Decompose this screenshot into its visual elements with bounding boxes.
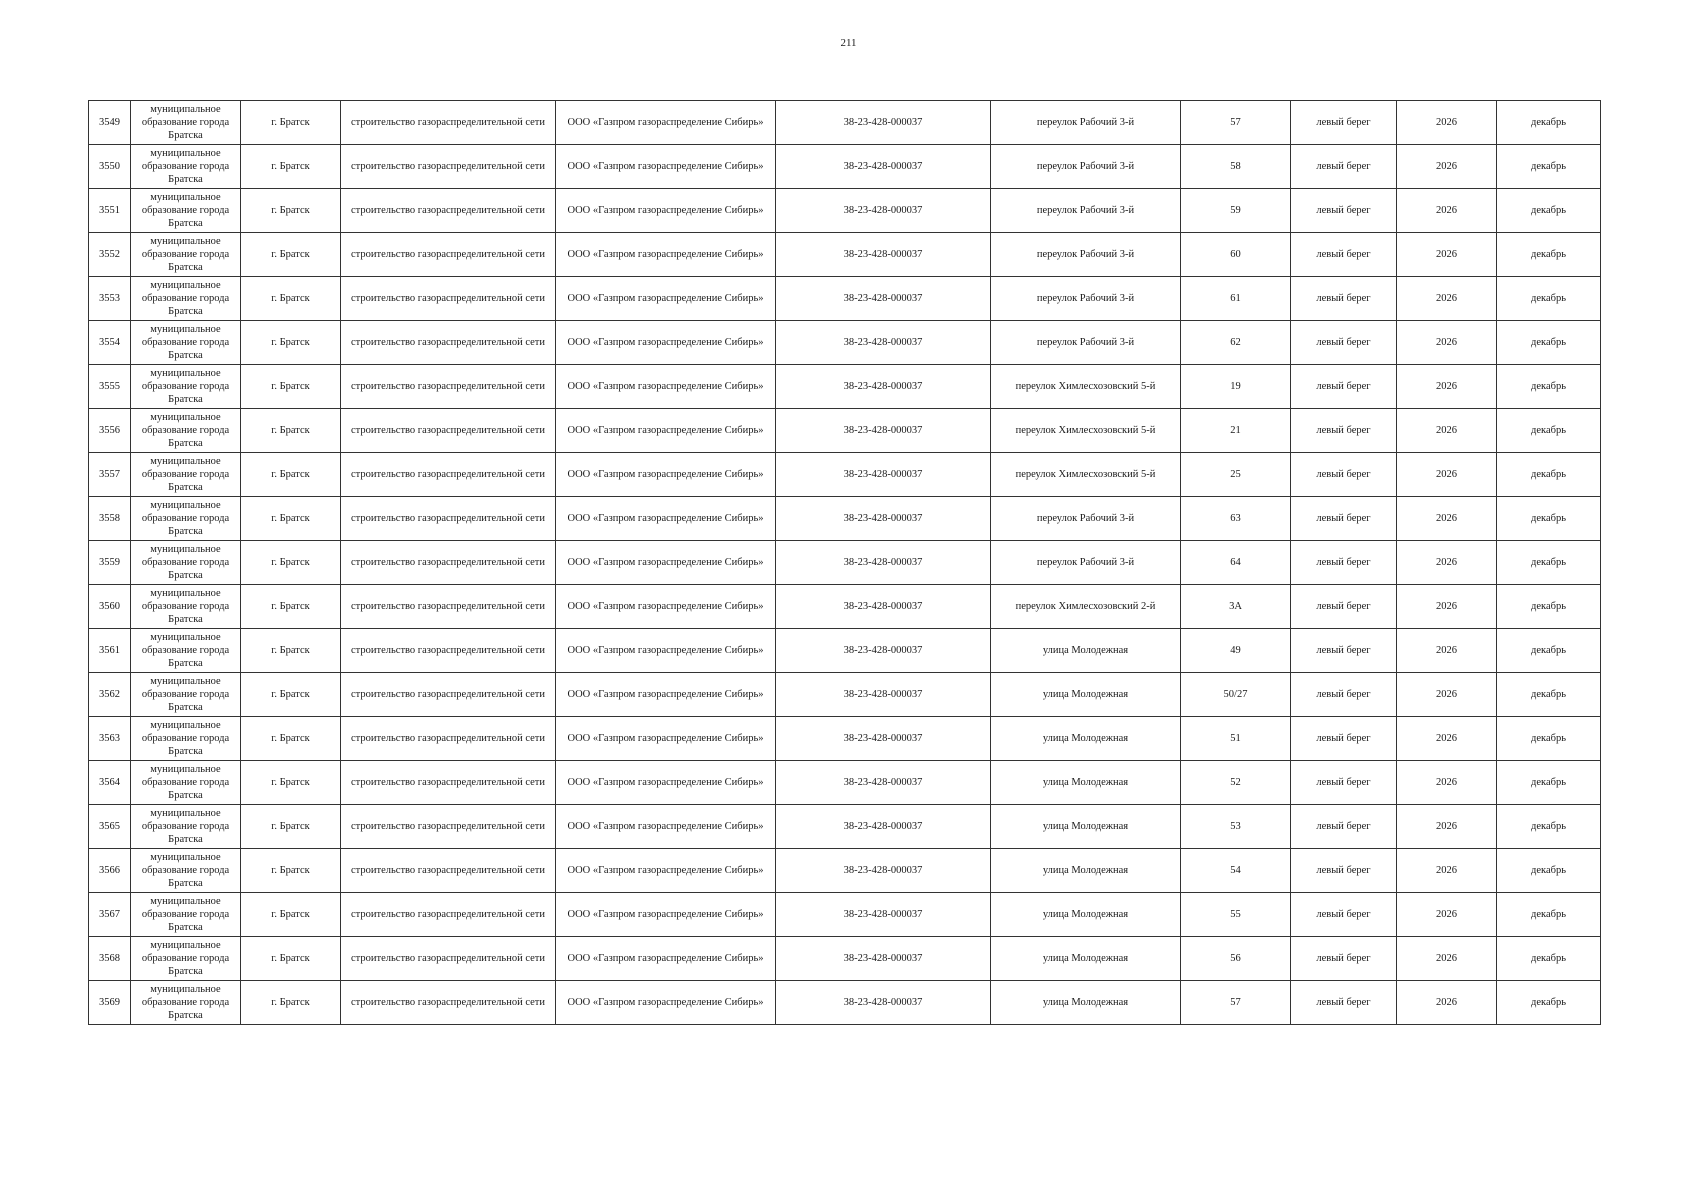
city-cell: г. Братск [241, 233, 341, 277]
city-cell: г. Братск [241, 629, 341, 673]
work-type-cell: строительство газораспределительной сети [341, 365, 556, 409]
row-number-cell: 3563 [89, 717, 131, 761]
house-number-cell: 58 [1181, 145, 1291, 189]
work-type-cell: строительство газораспределительной сети [341, 937, 556, 981]
year-cell: 2026 [1397, 629, 1497, 673]
object-code-cell: 38-23-428-000037 [776, 629, 991, 673]
street-cell: переулок Рабочий 3-й [991, 233, 1181, 277]
year-cell: 2026 [1397, 937, 1497, 981]
organization-cell: ООО «Газпром газораспределение Сибирь» [556, 189, 776, 233]
year-cell: 2026 [1397, 981, 1497, 1025]
object-code-cell: 38-23-428-000037 [776, 189, 991, 233]
house-number-cell: 61 [1181, 277, 1291, 321]
city-cell: г. Братск [241, 497, 341, 541]
city-cell: г. Братск [241, 893, 341, 937]
work-type-cell: строительство газораспределительной сети [341, 805, 556, 849]
city-cell: г. Братск [241, 365, 341, 409]
organization-cell: ООО «Газпром газораспределение Сибирь» [556, 805, 776, 849]
organization-cell: ООО «Газпром газораспределение Сибирь» [556, 497, 776, 541]
house-number-cell: 50/27 [1181, 673, 1291, 717]
house-number-cell: 52 [1181, 761, 1291, 805]
river-bank-cell: левый берег [1291, 145, 1397, 189]
row-number-cell: 3568 [89, 937, 131, 981]
year-cell: 2026 [1397, 189, 1497, 233]
table-row [89, 629, 1601, 673]
object-code-cell: 38-23-428-000037 [776, 145, 991, 189]
organization-cell: ООО «Газпром газораспределение Сибирь» [556, 981, 776, 1025]
table-row [89, 541, 1601, 585]
river-bank-cell: левый берег [1291, 497, 1397, 541]
city-cell: г. Братск [241, 717, 341, 761]
month-cell: декабрь [1497, 453, 1601, 497]
work-type-cell: строительство газораспределительной сети [341, 717, 556, 761]
house-number-cell: 3А [1181, 585, 1291, 629]
city-cell: г. Братск [241, 673, 341, 717]
year-cell: 2026 [1397, 145, 1497, 189]
house-number-cell: 55 [1181, 893, 1291, 937]
river-bank-cell: левый берег [1291, 805, 1397, 849]
organization-cell: ООО «Газпром газораспределение Сибирь» [556, 365, 776, 409]
municipality-cell: муниципальное образование города Братска [131, 541, 241, 585]
table-row [89, 717, 1601, 761]
river-bank-cell: левый берег [1291, 277, 1397, 321]
river-bank-cell: левый берег [1291, 233, 1397, 277]
street-cell: переулок Рабочий 3-й [991, 497, 1181, 541]
work-type-cell: строительство газораспределительной сети [341, 673, 556, 717]
table-row [89, 453, 1601, 497]
river-bank-cell: левый берег [1291, 937, 1397, 981]
organization-cell: ООО «Газпром газораспределение Сибирь» [556, 277, 776, 321]
river-bank-cell: левый берег [1291, 321, 1397, 365]
street-cell: переулок Химлесхозовский 5-й [991, 365, 1181, 409]
city-cell: г. Братск [241, 981, 341, 1025]
table-body [89, 101, 1601, 1025]
work-type-cell: строительство газораспределительной сети [341, 233, 556, 277]
object-code-cell: 38-23-428-000037 [776, 365, 991, 409]
city-cell: г. Братск [241, 145, 341, 189]
house-number-cell: 54 [1181, 849, 1291, 893]
municipality-cell: муниципальное образование города Братска [131, 761, 241, 805]
table-row [89, 409, 1601, 453]
organization-cell: ООО «Газпром газораспределение Сибирь» [556, 717, 776, 761]
year-cell: 2026 [1397, 277, 1497, 321]
organization-cell: ООО «Газпром газораспределение Сибирь» [556, 233, 776, 277]
year-cell: 2026 [1397, 497, 1497, 541]
work-type-cell: строительство газораспределительной сети [341, 893, 556, 937]
city-cell: г. Братск [241, 937, 341, 981]
object-code-cell: 38-23-428-000037 [776, 673, 991, 717]
object-code-cell: 38-23-428-000037 [776, 321, 991, 365]
row-number-cell: 3564 [89, 761, 131, 805]
river-bank-cell: левый берег [1291, 893, 1397, 937]
river-bank-cell: левый берег [1291, 453, 1397, 497]
municipality-cell: муниципальное образование города Братска [131, 277, 241, 321]
year-cell: 2026 [1397, 321, 1497, 365]
house-number-cell: 56 [1181, 937, 1291, 981]
year-cell: 2026 [1397, 453, 1497, 497]
municipality-cell: муниципальное образование города Братска [131, 717, 241, 761]
organization-cell: ООО «Газпром газораспределение Сибирь» [556, 145, 776, 189]
house-number-cell: 57 [1181, 101, 1291, 145]
street-cell: переулок Рабочий 3-й [991, 189, 1181, 233]
object-code-cell: 38-23-428-000037 [776, 717, 991, 761]
river-bank-cell: левый берег [1291, 717, 1397, 761]
municipality-cell: муниципальное образование города Братска [131, 849, 241, 893]
municipality-cell: муниципальное образование города Братска [131, 145, 241, 189]
municipality-cell: муниципальное образование города Братска [131, 189, 241, 233]
row-number-cell: 3558 [89, 497, 131, 541]
work-type-cell: строительство газораспределительной сети [341, 453, 556, 497]
work-type-cell: строительство газораспределительной сети [341, 189, 556, 233]
table-row [89, 497, 1601, 541]
house-number-cell: 53 [1181, 805, 1291, 849]
house-number-cell: 21 [1181, 409, 1291, 453]
organization-cell: ООО «Газпром газораспределение Сибирь» [556, 585, 776, 629]
river-bank-cell: левый берег [1291, 629, 1397, 673]
month-cell: декабрь [1497, 717, 1601, 761]
house-number-cell: 60 [1181, 233, 1291, 277]
municipality-cell: муниципальное образование города Братска [131, 981, 241, 1025]
street-cell: переулок Химлесхозовский 5-й [991, 453, 1181, 497]
city-cell: г. Братск [241, 409, 341, 453]
row-number-cell: 3559 [89, 541, 131, 585]
row-number-cell: 3567 [89, 893, 131, 937]
street-cell: улица Молодежная [991, 673, 1181, 717]
row-number-cell: 3565 [89, 805, 131, 849]
table-row [89, 321, 1601, 365]
street-cell: переулок Химлесхозовский 2-й [991, 585, 1181, 629]
month-cell: декабрь [1497, 629, 1601, 673]
street-cell: переулок Рабочий 3-й [991, 101, 1181, 145]
work-type-cell: строительство газораспределительной сети [341, 541, 556, 585]
street-cell: улица Молодежная [991, 981, 1181, 1025]
object-code-cell: 38-23-428-000037 [776, 541, 991, 585]
row-number-cell: 3562 [89, 673, 131, 717]
municipality-cell: муниципальное образование города Братска [131, 497, 241, 541]
street-cell: улица Молодежная [991, 805, 1181, 849]
street-cell: улица Молодежная [991, 893, 1181, 937]
gasification-schedule-table [88, 100, 1601, 1025]
year-cell: 2026 [1397, 893, 1497, 937]
house-number-cell: 19 [1181, 365, 1291, 409]
city-cell: г. Братск [241, 849, 341, 893]
street-cell: улица Молодежная [991, 761, 1181, 805]
month-cell: декабрь [1497, 585, 1601, 629]
object-code-cell: 38-23-428-000037 [776, 101, 991, 145]
work-type-cell: строительство газораспределительной сети [341, 497, 556, 541]
work-type-cell: строительство газораспределительной сети [341, 761, 556, 805]
row-number-cell: 3551 [89, 189, 131, 233]
street-cell: улица Молодежная [991, 937, 1181, 981]
work-type-cell: строительство газораспределительной сети [341, 321, 556, 365]
organization-cell: ООО «Газпром газораспределение Сибирь» [556, 893, 776, 937]
object-code-cell: 38-23-428-000037 [776, 893, 991, 937]
year-cell: 2026 [1397, 365, 1497, 409]
year-cell: 2026 [1397, 585, 1497, 629]
city-cell: г. Братск [241, 453, 341, 497]
work-type-cell: строительство газораспределительной сети [341, 145, 556, 189]
month-cell: декабрь [1497, 321, 1601, 365]
year-cell: 2026 [1397, 101, 1497, 145]
organization-cell: ООО «Газпром газораспределение Сибирь» [556, 321, 776, 365]
street-cell: переулок Рабочий 3-й [991, 145, 1181, 189]
work-type-cell: строительство газораспределительной сети [341, 981, 556, 1025]
row-number-cell: 3557 [89, 453, 131, 497]
municipality-cell: муниципальное образование города Братска [131, 365, 241, 409]
organization-cell: ООО «Газпром газораспределение Сибирь» [556, 761, 776, 805]
work-type-cell: строительство газораспределительной сети [341, 849, 556, 893]
house-number-cell: 64 [1181, 541, 1291, 585]
city-cell: г. Братск [241, 805, 341, 849]
municipality-cell: муниципальное образование города Братска [131, 937, 241, 981]
municipality-cell: муниципальное образование города Братска [131, 321, 241, 365]
table-row [89, 365, 1601, 409]
organization-cell: ООО «Газпром газораспределение Сибирь» [556, 937, 776, 981]
city-cell: г. Братск [241, 189, 341, 233]
month-cell: декабрь [1497, 937, 1601, 981]
row-number-cell: 3556 [89, 409, 131, 453]
year-cell: 2026 [1397, 233, 1497, 277]
municipality-cell: муниципальное образование города Братска [131, 629, 241, 673]
table-row [89, 145, 1601, 189]
month-cell: декабрь [1497, 233, 1601, 277]
table-row [89, 277, 1601, 321]
river-bank-cell: левый берег [1291, 101, 1397, 145]
month-cell: декабрь [1497, 497, 1601, 541]
month-cell: декабрь [1497, 189, 1601, 233]
municipality-cell: муниципальное образование города Братска [131, 453, 241, 497]
work-type-cell: строительство газораспределительной сети [341, 629, 556, 673]
row-number-cell: 3554 [89, 321, 131, 365]
street-cell: улица Молодежная [991, 629, 1181, 673]
street-cell: переулок Рабочий 3-й [991, 277, 1181, 321]
table-row [89, 189, 1601, 233]
table-row [89, 761, 1601, 805]
city-cell: г. Братск [241, 541, 341, 585]
work-type-cell: строительство газораспределительной сети [341, 409, 556, 453]
house-number-cell: 25 [1181, 453, 1291, 497]
municipality-cell: муниципальное образование города Братска [131, 101, 241, 145]
river-bank-cell: левый берег [1291, 849, 1397, 893]
table-row [89, 893, 1601, 937]
city-cell: г. Братск [241, 277, 341, 321]
year-cell: 2026 [1397, 673, 1497, 717]
year-cell: 2026 [1397, 761, 1497, 805]
organization-cell: ООО «Газпром газораспределение Сибирь» [556, 629, 776, 673]
row-number-cell: 3550 [89, 145, 131, 189]
organization-cell: ООО «Газпром газораспределение Сибирь» [556, 673, 776, 717]
house-number-cell: 63 [1181, 497, 1291, 541]
row-number-cell: 3553 [89, 277, 131, 321]
month-cell: декабрь [1497, 849, 1601, 893]
month-cell: декабрь [1497, 365, 1601, 409]
street-cell: переулок Рабочий 3-й [991, 321, 1181, 365]
object-code-cell: 38-23-428-000037 [776, 585, 991, 629]
table-row [89, 585, 1601, 629]
row-number-cell: 3560 [89, 585, 131, 629]
municipality-cell: муниципальное образование города Братска [131, 673, 241, 717]
month-cell: декабрь [1497, 673, 1601, 717]
object-code-cell: 38-23-428-000037 [776, 277, 991, 321]
organization-cell: ООО «Газпром газораспределение Сибирь» [556, 541, 776, 585]
table-row [89, 233, 1601, 277]
object-code-cell: 38-23-428-000037 [776, 937, 991, 981]
municipality-cell: муниципальное образование города Братска [131, 233, 241, 277]
row-number-cell: 3555 [89, 365, 131, 409]
organization-cell: ООО «Газпром газораспределение Сибирь» [556, 849, 776, 893]
month-cell: декабрь [1497, 101, 1601, 145]
table-row [89, 937, 1601, 981]
house-number-cell: 49 [1181, 629, 1291, 673]
organization-cell: ООО «Газпром газораспределение Сибирь» [556, 409, 776, 453]
table-row [89, 101, 1601, 145]
river-bank-cell: левый берег [1291, 365, 1397, 409]
work-type-cell: строительство газораспределительной сети [341, 585, 556, 629]
house-number-cell: 59 [1181, 189, 1291, 233]
river-bank-cell: левый берег [1291, 761, 1397, 805]
object-code-cell: 38-23-428-000037 [776, 233, 991, 277]
year-cell: 2026 [1397, 805, 1497, 849]
month-cell: декабрь [1497, 893, 1601, 937]
city-cell: г. Братск [241, 761, 341, 805]
house-number-cell: 51 [1181, 717, 1291, 761]
house-number-cell: 57 [1181, 981, 1291, 1025]
municipality-cell: муниципальное образование города Братска [131, 409, 241, 453]
row-number-cell: 3549 [89, 101, 131, 145]
municipality-cell: муниципальное образование города Братска [131, 805, 241, 849]
month-cell: декабрь [1497, 277, 1601, 321]
row-number-cell: 3552 [89, 233, 131, 277]
row-number-cell: 3561 [89, 629, 131, 673]
table-row [89, 805, 1601, 849]
year-cell: 2026 [1397, 409, 1497, 453]
street-cell: переулок Рабочий 3-й [991, 541, 1181, 585]
river-bank-cell: левый берег [1291, 585, 1397, 629]
river-bank-cell: левый берег [1291, 981, 1397, 1025]
organization-cell: ООО «Газпром газораспределение Сибирь» [556, 453, 776, 497]
city-cell: г. Братск [241, 585, 341, 629]
page-number: 211 [840, 37, 857, 49]
street-cell: улица Молодежная [991, 849, 1181, 893]
object-code-cell: 38-23-428-000037 [776, 761, 991, 805]
month-cell: декабрь [1497, 805, 1601, 849]
month-cell: декабрь [1497, 541, 1601, 585]
table-row [89, 981, 1601, 1025]
river-bank-cell: левый берег [1291, 189, 1397, 233]
work-type-cell: строительство газораспределительной сети [341, 101, 556, 145]
river-bank-cell: левый берег [1291, 541, 1397, 585]
month-cell: декабрь [1497, 145, 1601, 189]
object-code-cell: 38-23-428-000037 [776, 453, 991, 497]
city-cell: г. Братск [241, 321, 341, 365]
month-cell: декабрь [1497, 761, 1601, 805]
row-number-cell: 3566 [89, 849, 131, 893]
municipality-cell: муниципальное образование города Братска [131, 585, 241, 629]
object-code-cell: 38-23-428-000037 [776, 409, 991, 453]
object-code-cell: 38-23-428-000037 [776, 849, 991, 893]
street-cell: переулок Химлесхозовский 5-й [991, 409, 1181, 453]
city-cell: г. Братск [241, 101, 341, 145]
row-number-cell: 3569 [89, 981, 131, 1025]
municipality-cell: муниципальное образование города Братска [131, 893, 241, 937]
year-cell: 2026 [1397, 717, 1497, 761]
month-cell: декабрь [1497, 409, 1601, 453]
river-bank-cell: левый берег [1291, 673, 1397, 717]
object-code-cell: 38-23-428-000037 [776, 805, 991, 849]
month-cell: декабрь [1497, 981, 1601, 1025]
table-row [89, 673, 1601, 717]
year-cell: 2026 [1397, 541, 1497, 585]
table-row [89, 849, 1601, 893]
house-number-cell: 62 [1181, 321, 1291, 365]
work-type-cell: строительство газораспределительной сети [341, 277, 556, 321]
object-code-cell: 38-23-428-000037 [776, 497, 991, 541]
object-code-cell: 38-23-428-000037 [776, 981, 991, 1025]
street-cell: улица Молодежная [991, 717, 1181, 761]
organization-cell: ООО «Газпром газораспределение Сибирь» [556, 101, 776, 145]
river-bank-cell: левый берег [1291, 409, 1397, 453]
year-cell: 2026 [1397, 849, 1497, 893]
